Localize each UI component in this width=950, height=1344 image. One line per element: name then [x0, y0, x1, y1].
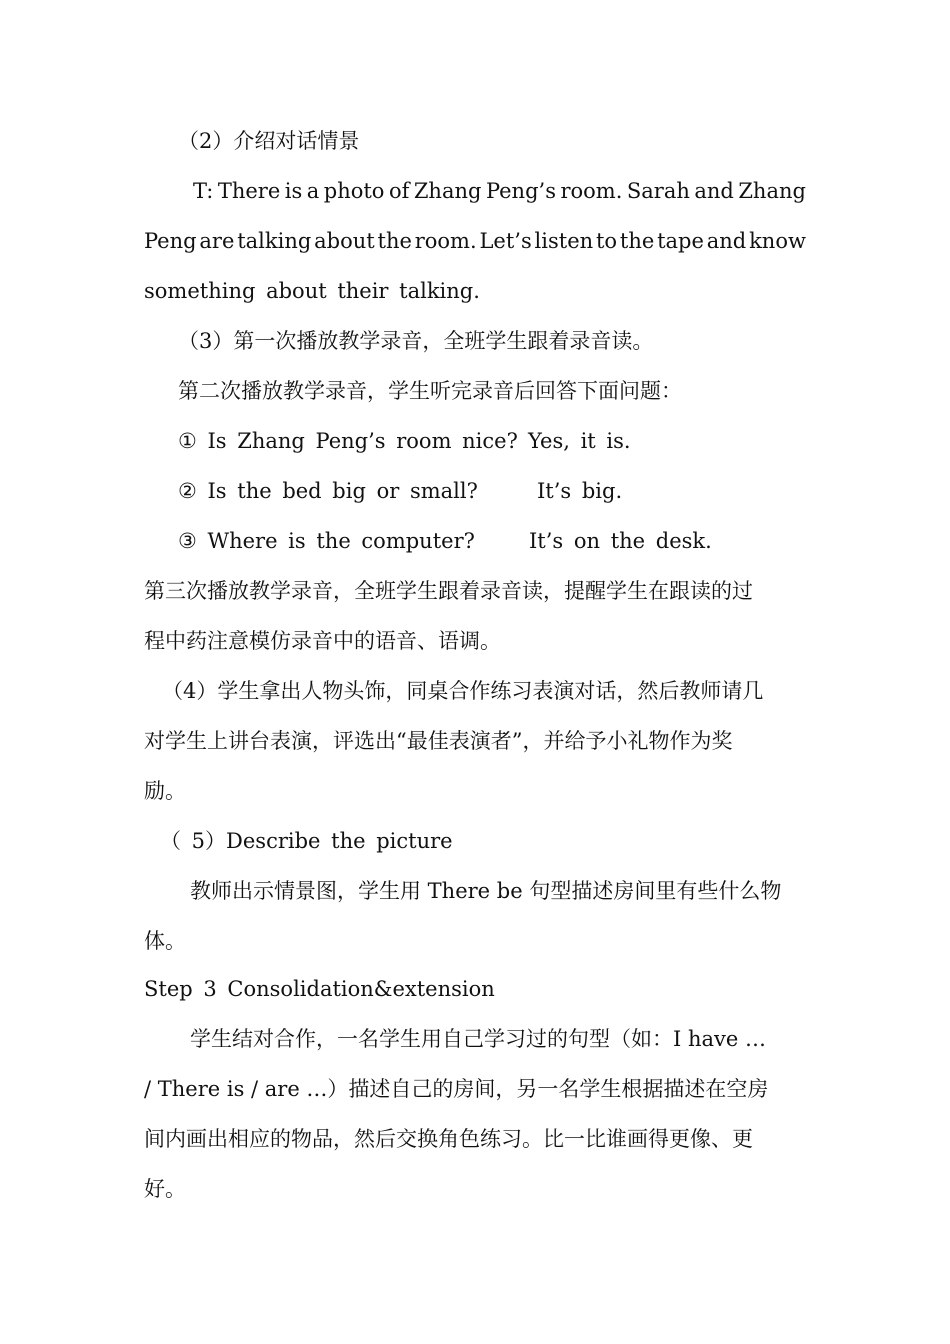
teacher-intro-line-2-word: know	[749, 229, 806, 253]
second-play-instruction: 第二次播放教学录音，学生听完录音后回答下面问题：	[178, 379, 682, 403]
teacher-intro-line-1-word: T:	[193, 179, 214, 203]
teacher-intro-line-1-word: is	[284, 179, 303, 203]
teacher-intro-line-2-word: room.	[414, 229, 477, 253]
third-play-line-1: 第三次播放教学录音，全班学生跟着录音读，提醒学生在跟读的过	[144, 579, 753, 603]
section-4-line-1: （4）学生拿出人物头饰，同桌合作练习表演对话，然后教师请几	[162, 679, 764, 703]
answer-3: It’s on the desk.	[529, 529, 712, 553]
teacher-intro-line-1	[193, 176, 806, 206]
teacher-intro-line-2-word: about	[314, 229, 375, 253]
teacher-intro-line-2-word: are	[199, 229, 235, 253]
teacher-intro-line-3: something about their talking.	[144, 279, 480, 303]
section-5-heading: （ 5）Describe the picture	[160, 829, 453, 853]
teacher-intro-line-2-word: and	[706, 229, 747, 253]
section-4-line-3: 励。	[144, 779, 186, 803]
section-5-line-1: 教师出示情景图，学生用 There be 句型描述房间里有些什么物	[190, 879, 782, 903]
teacher-intro-line-2-word: the	[377, 229, 412, 253]
teacher-intro-line-1-word: room.	[560, 179, 623, 203]
teacher-intro-line-2-word: to	[595, 229, 618, 253]
teacher-intro-line-1-word: Zhang	[738, 179, 806, 203]
teacher-intro-line-1-word: photo	[323, 179, 385, 203]
step-3-line-3: 间内画出相应的物品，然后交换角色练习。比一比谁画得更像、更	[144, 1127, 753, 1151]
step-3-heading: Step 3 Consolidation&extension	[144, 977, 495, 1001]
step-3-line-4: 好。	[144, 1177, 186, 1201]
teacher-intro-line-1-word: and	[694, 179, 734, 203]
teacher-intro-line-2-word: Let’s	[479, 229, 532, 253]
teacher-intro-line-2-word: listen	[534, 229, 594, 253]
step-3-line-2: / There is / are …）描述自己的房间，另一名学生根据描述在空房	[144, 1077, 769, 1101]
step-3-line-1: 学生结对合作，一名学生用自己学习过的句型（如：I have …	[190, 1027, 766, 1051]
section-5-line-2: 体。	[144, 929, 186, 953]
teacher-intro-line-1-word: a	[306, 179, 320, 203]
teacher-intro-line-2-word: the	[619, 229, 655, 253]
teacher-intro-line-1-word: There	[217, 179, 281, 203]
answer-2: It’s big.	[537, 479, 623, 503]
answer-1: Yes, it is.	[528, 429, 631, 453]
teacher-intro-line-2-word: tape	[657, 229, 704, 253]
teacher-intro-line-1-word: of	[388, 179, 410, 203]
question-3: ③ Where is the computer?	[178, 529, 475, 553]
section-4-line-2: 对学生上讲台表演，评选出“最佳表演者”，并给予小礼物作为奖	[144, 729, 733, 753]
question-2: ② Is the bed big or small?	[178, 479, 478, 503]
teacher-intro-line-1-word: Sarah	[626, 179, 690, 203]
section-2-heading: （2）介绍对话情景	[178, 129, 360, 153]
third-play-line-2: 程中药注意模仿录音中的语音、语调。	[144, 629, 501, 653]
teacher-intro-line-2-word: talking	[237, 229, 312, 253]
section-3-heading: （3）第一次播放教学录音，全班学生跟着录音读。	[178, 329, 654, 353]
teacher-intro-line-2	[144, 226, 806, 256]
teacher-intro-line-1-word: Zhang	[413, 179, 482, 203]
teacher-intro-line-2-word: Peng	[144, 229, 197, 253]
question-1: ① Is Zhang Peng’s room nice?	[178, 429, 518, 453]
teacher-intro-line-1-word: Peng’s	[485, 179, 556, 203]
